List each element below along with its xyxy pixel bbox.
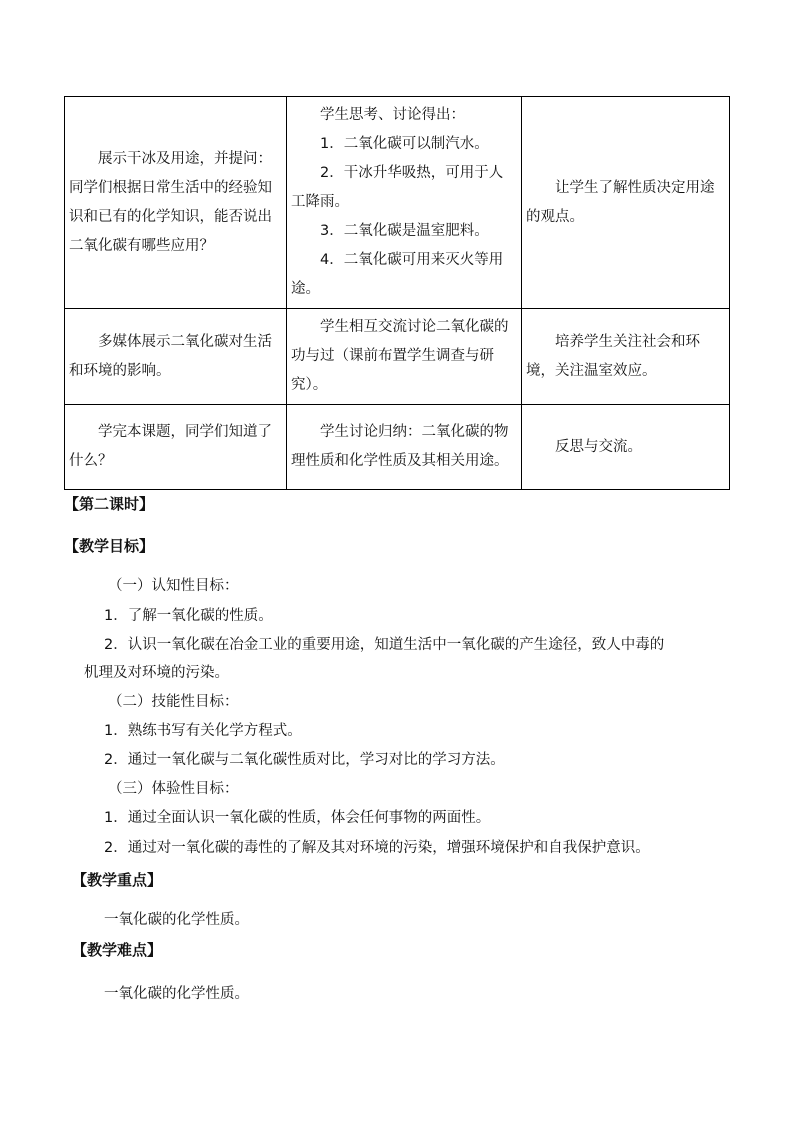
teacher-activity: 多媒体展示二氧化碳对生活和环境的影响。 bbox=[69, 333, 272, 379]
goal-item: 1．了解一氧化碳的性质。 bbox=[104, 608, 273, 624]
design-intent-cell bbox=[522, 405, 730, 490]
goal-item: 2．通过一氧化碳与二氧化碳性质对比，学习对比的学习方法。 bbox=[104, 752, 505, 768]
goal-item: 1．通过全面认识一氧化碳的性质，体会任何事物的两面性。 bbox=[104, 810, 491, 826]
key-point-text: 一氧化碳的化学性质。 bbox=[104, 912, 249, 928]
goal-item: 2．认识一氧化碳在冶金工业的重要用途，知道生活中一氧化碳的产生途径，致人中毒的 bbox=[104, 637, 665, 653]
student-activity-line: 学生相互交流讨论二氧化碳的功与过（课前布置学生调查与研究）。 bbox=[291, 319, 509, 393]
table-row bbox=[65, 309, 730, 405]
design-intent: 让学生了解性质决定用途的观点。 bbox=[526, 179, 715, 225]
goal-subheading: （一）认知性目标： bbox=[108, 578, 239, 594]
table-row bbox=[65, 97, 730, 309]
difficult-point-text: 一氧化碳的化学性质。 bbox=[104, 986, 249, 1002]
student-activity-line: 2．干冰升华吸热，可用于人工降雨。 bbox=[291, 165, 504, 210]
design-intent-cell bbox=[522, 97, 730, 309]
section-heading-difficult: 【教学难点】 bbox=[72, 941, 163, 959]
design-intent: 反思与交流。 bbox=[555, 438, 642, 455]
goal-subheading: （三）体验性目标： bbox=[108, 781, 239, 797]
teacher-activity-cell bbox=[65, 309, 287, 405]
student-activity-line: 学生思考、讨论得出： bbox=[320, 107, 465, 123]
student-activity-line: 3．二氧化碳是温室肥料。 bbox=[320, 223, 489, 239]
student-activity-line: 4．二氧化碳可用来灭火等用途。 bbox=[291, 252, 504, 297]
teacher-activity-cell bbox=[65, 405, 287, 490]
student-activity-line: 学生讨论归纳：二氧化碳的物理性质和化学性质及其相关用途。 bbox=[291, 424, 509, 469]
teacher-activity: 展示干冰及用途，并提问：同学们根据日常生活中的经验知识和已有的化学知识，能否说出二氧化碳有哪些应用？ bbox=[69, 150, 272, 254]
lesson-table bbox=[64, 96, 730, 490]
teacher-activity: 学完本课题，同学们知道了什么？ bbox=[69, 424, 272, 469]
student-activity-cell bbox=[287, 97, 522, 309]
goal-item: 2．通过对一氧化碳的毒性的了解及其对环境的污染，增强环境保护和自我保护意识。 bbox=[104, 840, 650, 856]
section-heading-key: 【教学重点】 bbox=[72, 871, 163, 889]
design-intent-cell bbox=[522, 309, 730, 405]
goal-item-continued: 机理及对环境的污染。 bbox=[84, 665, 229, 681]
section-heading-period: 【第二课时】 bbox=[64, 495, 155, 513]
table-row bbox=[65, 405, 730, 490]
student-activity-cell bbox=[287, 405, 522, 490]
design-intent: 培养学生关注社会和环境，关注温室效应。 bbox=[526, 333, 700, 379]
goal-subheading: （二）技能性目标： bbox=[108, 694, 239, 710]
teacher-activity-cell bbox=[65, 97, 287, 309]
student-activity-cell bbox=[287, 309, 522, 405]
goal-item: 1．熟练书写有关化学方程式。 bbox=[104, 723, 302, 739]
section-heading-goals: 【教学目标】 bbox=[64, 537, 155, 555]
student-activity-line: 1．二氧化碳可以制汽水。 bbox=[320, 136, 489, 152]
